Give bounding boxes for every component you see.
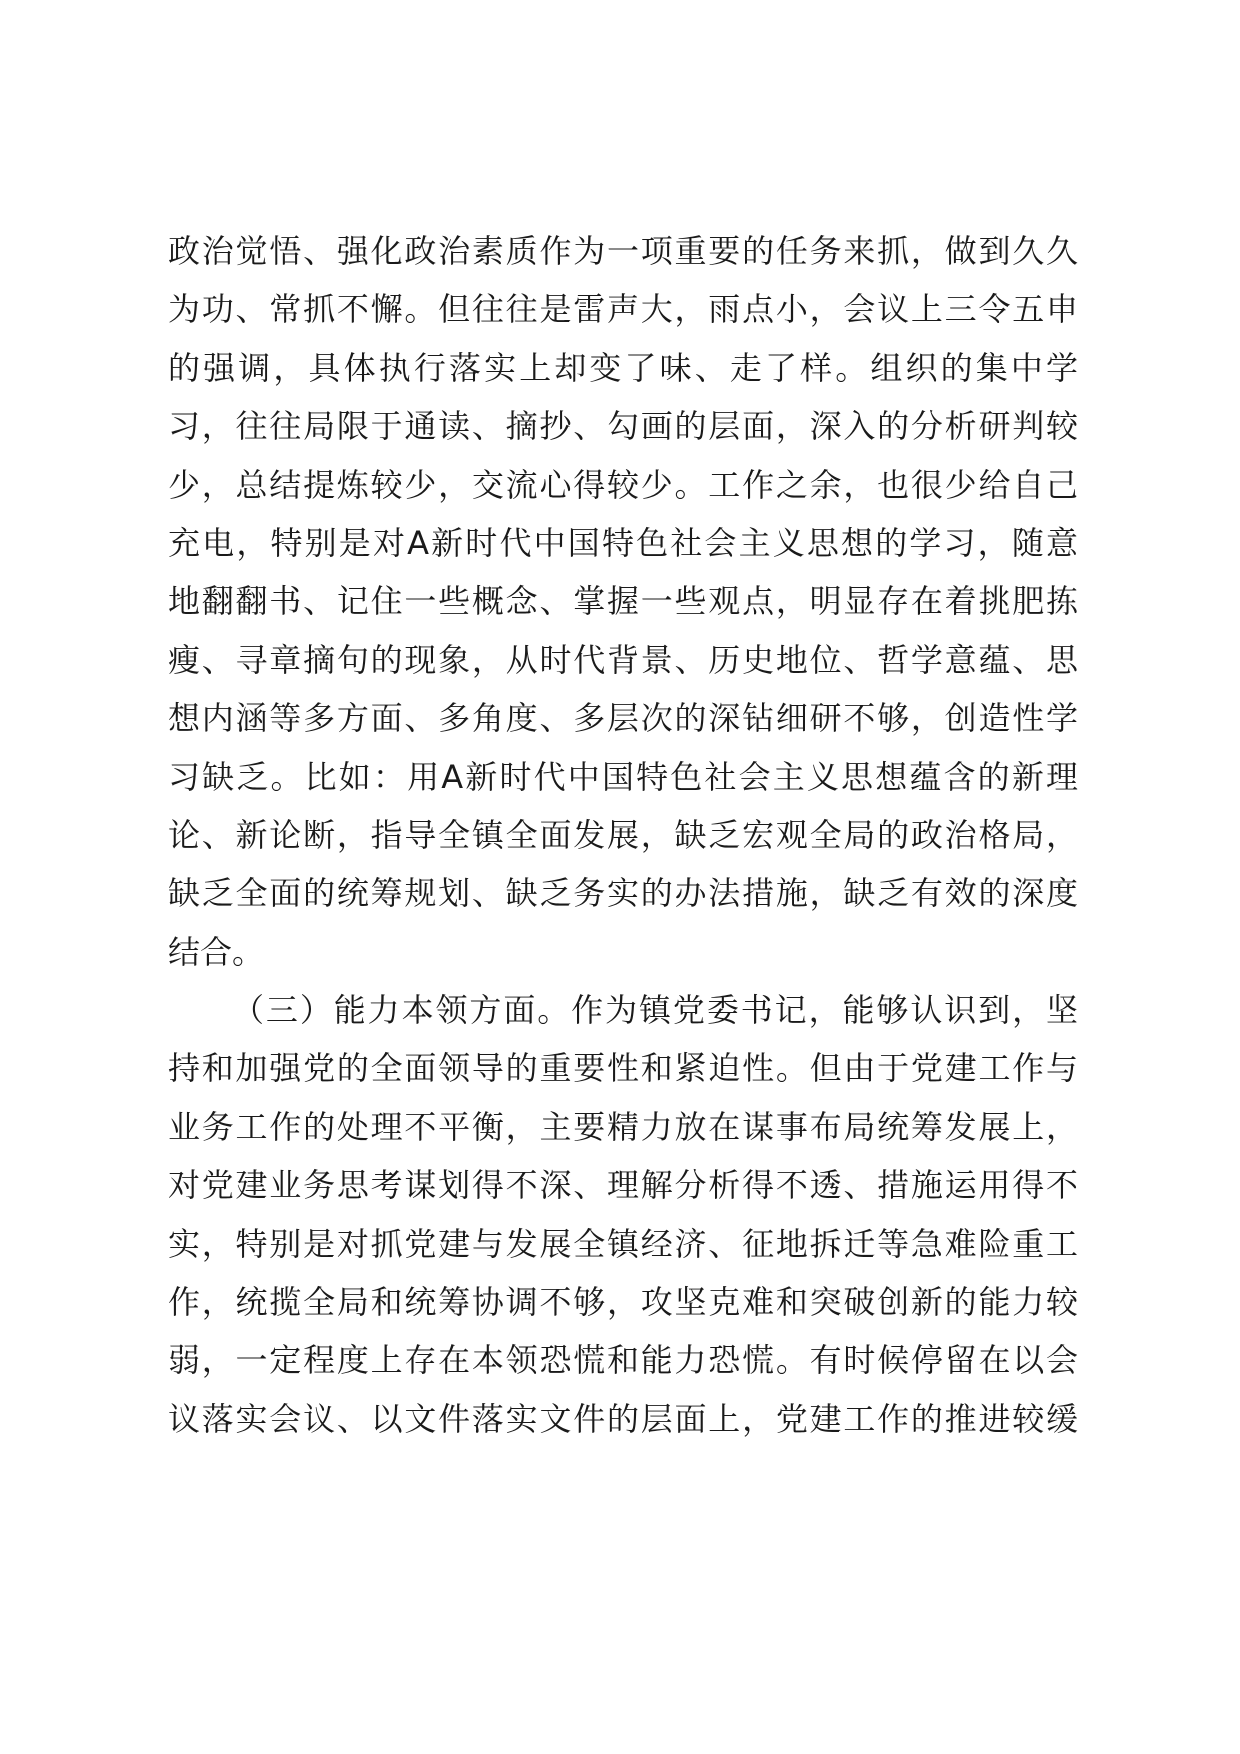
text-line: 想内涵等多方面、多角度、多层次的深钻细研不够，创造性学 [168,699,1078,738]
text-line: 业务工作的处理不平衡，主要精力放在谋事布局统筹发展上， [168,1107,1078,1146]
text-line: 持和加强党的全面领导的重要性和紧迫性。但由于党建工作与 [168,1049,1078,1088]
text-line: 对党建业务思考谋划得不深、理解分析得不透、措施运用得不 [168,1166,1078,1205]
text-line: 习缺乏。比如：用A新时代中国特色社会主义思想蕴含的新理 [168,757,1078,796]
text-line: 弱，一定程度上存在本领恐慌和能力恐慌。有时候停留在以会 [168,1341,1078,1380]
text-line: 地翻翻书、记住一些概念、掌握一些观点，明显存在着挑肥拣 [168,582,1078,621]
text-line: 议落实会议、以文件落实文件的层面上，党建工作的推进较缓 [168,1399,1078,1438]
text-line: 的强调，具体执行落实上却变了味、走了样。组织的集中学 [168,348,1078,387]
section-heading-line: （三）能力本领方面。作为镇党委书记，能够认识到，坚 [232,991,1078,1030]
text-line: 政治觉悟、强化政治素质作为一项重要的任务来抓，做到久久 [168,232,1078,270]
text-line: 充电，特别是对A新时代中国特色社会主义思想的学习，随意 [168,523,1078,562]
text-line: 少，总结提炼较少，交流心得较少。工作之余，也很少给自己 [168,465,1078,504]
text-line: 实，特别是对抓党建与发展全镇经济、征地拆迁等急难险重工 [168,1224,1078,1263]
text-line: 为功、常抓不懈。但往往是雷声大，雨点小，会议上三令五申 [168,290,1078,329]
text-line: 结合。 [168,932,265,971]
text-line: 作，统揽全局和统筹协调不够，攻坚克难和突破创新的能力较 [168,1283,1078,1322]
text-line: 习，往往局限于通读、摘抄、勾画的层面，深入的分析研判较 [168,407,1078,446]
text-line: 瘦、寻章摘句的现象，从时代背景、历史地位、哲学意蕴、思 [168,640,1078,679]
text-line: 缺乏全面的统筹规划、缺乏务实的办法措施，缺乏有效的深度 [168,874,1078,913]
body-text [168,222,1078,1448]
text-line: 论、新论断，指导全镇全面发展，缺乏宏观全局的政治格局， [168,815,1078,854]
